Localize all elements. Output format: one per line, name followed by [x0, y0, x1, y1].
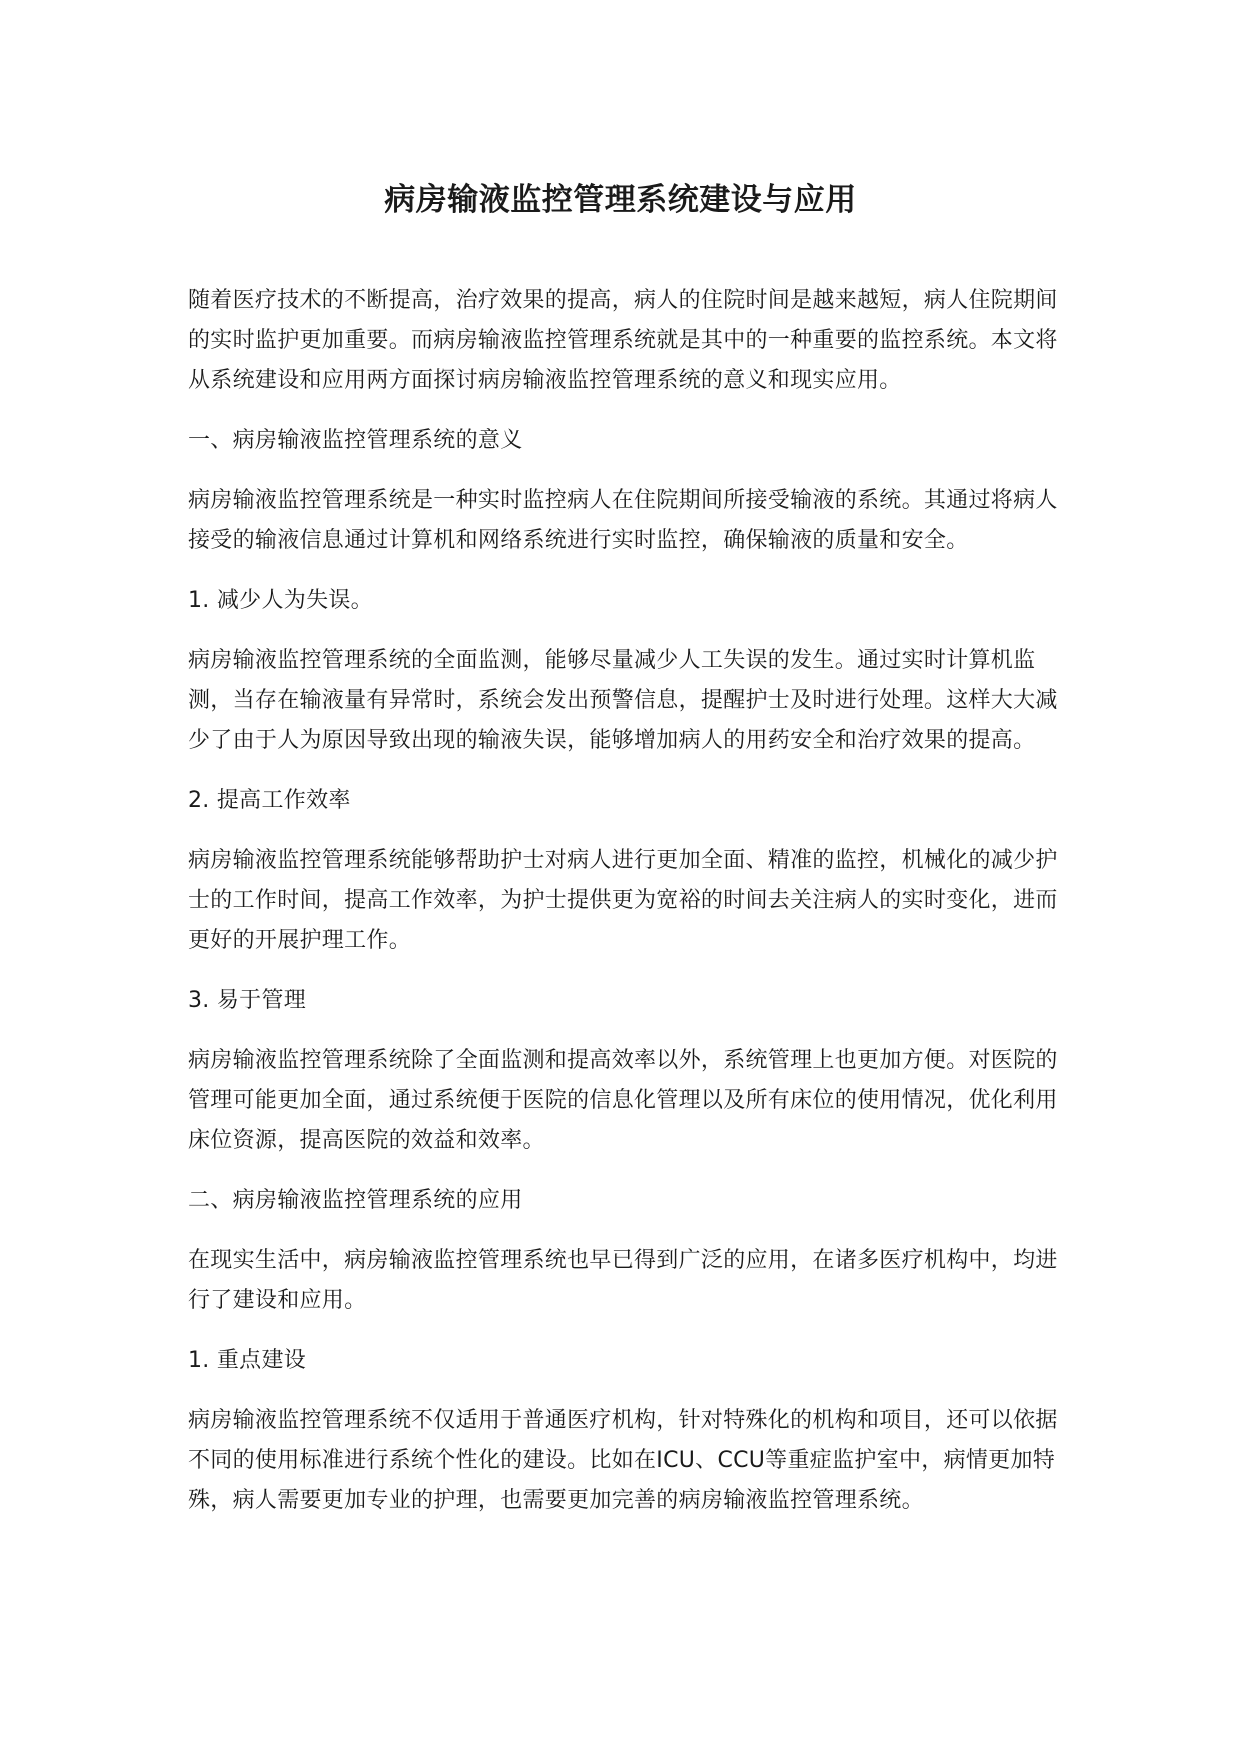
subheading-management: 3. 易于管理 — [188, 988, 307, 1013]
document-body — [188, 281, 1068, 1541]
efficiency-paragraph: 病房输液监控管理系统能够帮助护士对病人进行更加全面、精准的监控，机械化的减少护士的工作时间，提高工作效率，为护士提供更为宽裕的时间去关注病人的实时变化，进而更好的开展护理工作。 — [188, 848, 1058, 953]
subheading-reduce-errors: 1. 减少人为失误。 — [188, 588, 373, 613]
document-title: 病房输液监控管理系统建设与应用 — [384, 182, 857, 218]
section-heading-significance: 一、病房输液监控管理系统的意义 — [188, 428, 523, 453]
management-paragraph: 病房输液监控管理系统除了全面监测和提高效率以外，系统管理上也更加方便。对医院的管理可能更加全面，通过系统便于医院的信息化管理以及所有床位的使用情况，优化利用床位资源，提高医院的效益和效率。 — [188, 1048, 1058, 1153]
intro-paragraph: 随着医疗技术的不断提高，治疗效果的提高，病人的住院时间是越来越短，病人住院期间的实时监护更加重要。而病房输液监控管理系统就是其中的一种重要的监控系统。本文将从系统建设和应用两方面探讨病房输液监控管理系统的意义和现实应用。 — [188, 288, 1058, 393]
key-construction-paragraph: 病房输液监控管理系统不仅适用于普通医疗机构，针对特殊化的机构和项目，还可以依据不同的使用标准进行系统个性化的建设。比如在ICU、CCU等重症监护室中，病情更加特殊，病人需要更加专业的护理，也需要更加完善的病房输液监控管理系统。 — [188, 1408, 1058, 1513]
subheading-efficiency: 2. 提高工作效率 — [188, 788, 351, 813]
application-paragraph: 在现实生活中，病房输液监控管理系统也早已得到广泛的应用，在诸多医疗机构中，均进行了建设和应用。 — [188, 1248, 1058, 1313]
subheading-key-construction: 1. 重点建设 — [188, 1348, 307, 1373]
significance-paragraph: 病房输液监控管理系统是一种实时监控病人在住院期间所接受输液的系统。其通过将病人接受的输液信息通过计算机和网络系统进行实时监控，确保输液的质量和安全。 — [188, 488, 1058, 553]
reduce-errors-paragraph: 病房输液监控管理系统的全面监测，能够尽量减少人工失误的发生。通过实时计算机监测，当存在输液量有异常时，系统会发出预警信息，提醒护士及时进行处理。这样大大减少了由于人为原因导致出现的输液失误，能够增加病人的用药安全和治疗效果的提高。 — [188, 648, 1058, 753]
section-heading-application: 二、病房输液监控管理系统的应用 — [188, 1188, 523, 1213]
